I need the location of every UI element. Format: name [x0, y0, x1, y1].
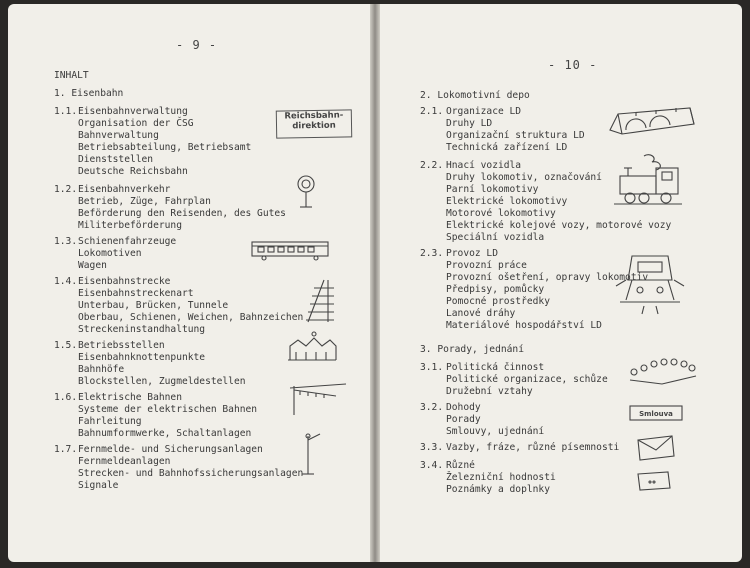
chapter-title: 3. Porady, jednání: [420, 344, 524, 355]
list-item: Organizační struktura LD: [446, 130, 585, 141]
list-item: Wagen: [78, 260, 107, 271]
section-title: Fernmelde- und Sicherungsanlagen: [78, 444, 263, 455]
steam-locomotive-icon: [614, 154, 684, 210]
list-item: Motorové lokomotivy: [446, 208, 556, 219]
list-item: Elektrické kolejové vozy, motorové vozy: [446, 220, 672, 231]
railcar-icon: [250, 238, 332, 262]
section-title: Eisenbahnstrecke: [78, 276, 171, 287]
list-item: Beförderung den Reisenden, des Gutes: [78, 208, 286, 219]
ticket-icon: [634, 470, 674, 492]
section-title: Eisenbahnverkehr: [78, 184, 171, 195]
section-title: Elektrische Bahnen: [78, 392, 182, 403]
list-item: Technická zařízení LD: [446, 142, 568, 153]
contract-sign-icon: [628, 402, 688, 426]
list-item: Streckeninstandhaltung: [78, 324, 206, 335]
section-number: 1.4.: [54, 276, 78, 287]
semaphore-signal-icon: [294, 430, 326, 476]
section-number: 1.6.: [54, 392, 78, 403]
list-item: Bahnumformwerke, Schaltanlagen: [78, 428, 252, 439]
depot-workshop-icon: [612, 250, 688, 318]
section-title: Vazby, fráze, různé písemnosti: [446, 442, 620, 453]
list-item: Blockstellen, Zugmeldestellen: [78, 376, 246, 387]
section-title: Eisenbahnverwaltung: [78, 106, 188, 117]
list-item: Unterbau, Brücken, Tunnele: [78, 300, 229, 311]
list-item: Lanové dráhy: [446, 308, 516, 319]
station-building-icon: [286, 330, 338, 364]
list-item: Dienststellen: [78, 154, 154, 165]
page-number: - 10 -: [548, 58, 598, 72]
right-page: [380, 4, 742, 562]
section-number: 1.2.: [54, 184, 78, 195]
chapter-title: 1. Eisenbahn: [54, 88, 124, 99]
locomotive-depot-icon: [606, 100, 698, 140]
list-item: Bahnverwaltung: [78, 130, 159, 141]
list-item: Politické organizace, schůze: [446, 374, 608, 385]
section-title: Dohody: [446, 402, 481, 413]
section-title: Provoz LD: [446, 248, 498, 259]
section-number: 3.3.: [420, 442, 444, 453]
list-item: Předpisy, pomůcky: [446, 284, 545, 295]
list-item: Fahrleitung: [78, 416, 142, 427]
railway-track-icon: [300, 278, 336, 324]
meeting-table-icon: [626, 354, 700, 390]
section-title: Různé: [446, 460, 475, 471]
section-number: 1.1.: [54, 106, 78, 117]
list-item: Eisenbahnstreckenart: [78, 288, 194, 299]
list-item: Bahnhöfe: [78, 364, 125, 375]
list-item: Eisenbahnknottenpunkte: [78, 352, 206, 363]
list-item: Parní lokomotivy: [446, 184, 539, 195]
contents-heading: INHALT: [54, 70, 89, 81]
section-number: 3.4.: [420, 460, 444, 471]
list-item: Systeme der elektrischen Bahnen: [78, 404, 258, 415]
section-title: Betriebsstellen: [78, 340, 165, 351]
list-item: Porady: [446, 414, 481, 425]
list-item: Družební vztahy: [446, 386, 533, 397]
list-item: Betrieb, Züge, Fahrplan: [78, 196, 211, 207]
list-item: Elektrické lokomotivy: [446, 196, 568, 207]
signal-disc-icon: [292, 174, 322, 210]
list-item: Speciální vozidla: [446, 232, 545, 243]
section-title: Organizace LD: [446, 106, 522, 117]
list-item: Provozní ošetření, opravy lokomotiv: [446, 272, 649, 283]
list-item: Organisation der ČSG: [78, 118, 194, 129]
section-number: 3.2.: [420, 402, 444, 413]
list-item: Betriebsabteilung, Betriebsamt: [78, 142, 252, 153]
catenary-mast-icon: [286, 382, 348, 416]
section-title: Schienenfahrzeuge: [78, 236, 177, 247]
list-item: Druhy lokomotiv, označování: [446, 172, 602, 183]
list-item: Signale: [78, 480, 119, 491]
list-item: Pomocné prostředky: [446, 296, 550, 307]
reichsbahn-stamp-icon: Reichsbahn- direktion: [276, 109, 352, 138]
chapter-title: 2. Lokomotivní depo: [420, 90, 530, 101]
section-number: 2.2.: [420, 160, 444, 171]
section-number: 2.1.: [420, 106, 444, 117]
section-number: 2.3.: [420, 248, 444, 259]
envelope-icon: [634, 434, 678, 462]
list-item: Materiálové hospodářství LD: [446, 320, 602, 331]
list-item: Fernmeldeanlagen: [78, 456, 171, 467]
section-number: 1.3.: [54, 236, 78, 247]
list-item: Poznámky a doplnky: [446, 484, 550, 495]
list-item: Deutsche Reichsbahn: [78, 166, 188, 177]
list-item: Strecken- und Bahnhofssicherungsanlagen: [78, 468, 304, 479]
list-item: Militerbeförderung: [78, 220, 182, 231]
section-number: 1.5.: [54, 340, 78, 351]
list-item: Lokomotiven: [78, 248, 142, 259]
list-item: Provozní práce: [446, 260, 527, 271]
list-item: Smlouvy, ujednání: [446, 426, 545, 437]
page-number: - 9 -: [176, 38, 218, 52]
list-item: Železniční hodnosti: [446, 472, 556, 483]
svg-text:Smlouva: Smlouva: [639, 410, 673, 418]
book-gutter: [370, 4, 380, 562]
list-item: Druhy LD: [446, 118, 493, 129]
section-title: Politická činnost: [446, 362, 545, 373]
list-item: Oberbau, Schienen, Weichen, Bahnzeichen: [78, 312, 304, 323]
left-page: [8, 4, 370, 562]
section-title: Hnací vozidla: [446, 160, 522, 171]
section-number: 1.7.: [54, 444, 78, 455]
section-number: 3.1.: [420, 362, 444, 373]
